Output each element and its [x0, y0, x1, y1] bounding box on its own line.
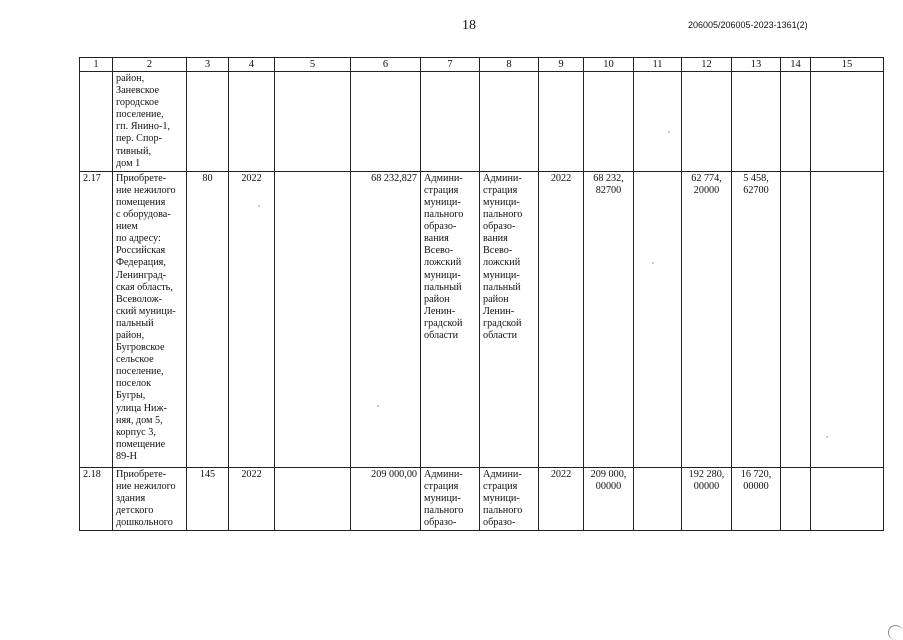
table-row — [80, 171, 884, 467]
table-cell — [781, 72, 811, 172]
table-cell: 68 232,827 — [351, 171, 421, 467]
table-cell — [584, 72, 634, 172]
scan-speck — [652, 262, 654, 264]
column-number: 11 — [634, 58, 682, 72]
table-cell — [187, 72, 229, 172]
column-number: 2 — [113, 58, 187, 72]
table-cell: Админи- страция муници- пального образо- — [480, 467, 539, 530]
table-cell: Админи- страция муници- пального образо- — [421, 467, 480, 530]
column-number: 14 — [781, 58, 811, 72]
table-cell — [229, 72, 275, 172]
object-name-cell: район, Заневское городское поселение, гп. Янино-1, пер. Спор- тивный, дом 1 — [113, 72, 187, 172]
table-cell — [421, 72, 480, 172]
table-cell: 209 000,00 — [351, 467, 421, 530]
object-name-cell: Приобрете- ние нежилого помещения с оборудова- нием по адресу: Российская Федерация, Ленинград- ская область, Всеволож- ский муници- пальный район, Бугровское сельское поселение, поселок Бугры, улица Ниж- няя, дом 5, корпус 3, помещение 89-Н — [113, 171, 187, 467]
table-cell: Админи- страция муници- пального образо- вания Всево- ложский муници- пальный район Ленин- градской области — [421, 171, 480, 467]
table-cell — [275, 72, 351, 172]
column-number: 5 — [275, 58, 351, 72]
table-cell: 192 280, 00000 — [682, 467, 732, 530]
table-cell: 80 — [187, 171, 229, 467]
scan-speck — [377, 405, 379, 407]
table-cell: 145 — [187, 467, 229, 530]
scan-speck — [826, 436, 828, 438]
table-cell: 16 720, 00000 — [732, 467, 781, 530]
table-cell — [811, 171, 884, 467]
table-cell: 62 774, 20000 — [682, 171, 732, 467]
scan-speck — [258, 205, 260, 207]
table-cell — [634, 171, 682, 467]
column-number: 4 — [229, 58, 275, 72]
table-cell — [634, 72, 682, 172]
scan-speck — [668, 131, 670, 133]
corner-mark — [888, 625, 903, 640]
table-cell — [539, 72, 584, 172]
column-number-row — [80, 58, 884, 72]
table-row — [80, 467, 884, 530]
document-table — [79, 57, 884, 531]
table-cell — [732, 72, 781, 172]
column-number: 6 — [351, 58, 421, 72]
table-cell: Админи- страция муници- пального образо- вания Всево- ложский муници- пальный район Ленин- градской области — [480, 171, 539, 467]
column-number: 12 — [682, 58, 732, 72]
table-cell — [682, 72, 732, 172]
table-cell — [275, 467, 351, 530]
table-cell — [351, 72, 421, 172]
table-row — [80, 72, 884, 172]
column-number: 3 — [187, 58, 229, 72]
object-name-cell: Приобрете- ние нежилого здания детского дошкольного — [113, 467, 187, 530]
table-cell: 2022 — [539, 171, 584, 467]
table-cell: 2022 — [229, 171, 275, 467]
table-cell — [781, 171, 811, 467]
table-cell — [781, 467, 811, 530]
column-number: 15 — [811, 58, 884, 72]
table-cell: 2022 — [229, 467, 275, 530]
column-number: 1 — [80, 58, 113, 72]
table-cell — [634, 467, 682, 530]
table-cell — [811, 467, 884, 530]
column-number: 13 — [732, 58, 781, 72]
table-cell: 209 000, 00000 — [584, 467, 634, 530]
column-number: 8 — [480, 58, 539, 72]
row-number-cell: 2.17 — [80, 171, 113, 467]
row-number-cell: 2.18 — [80, 467, 113, 530]
column-number: 7 — [421, 58, 480, 72]
table-cell: 68 232, 82700 — [584, 171, 634, 467]
table-cell — [275, 171, 351, 467]
column-number: 10 — [584, 58, 634, 72]
table-cell — [811, 72, 884, 172]
document-code: 206005/206005-2023-1361(2) — [688, 20, 808, 30]
row-number-cell — [80, 72, 113, 172]
page-number: 18 — [462, 18, 476, 33]
table-cell — [480, 72, 539, 172]
table-cell: 5 458, 62700 — [732, 171, 781, 467]
column-number: 9 — [539, 58, 584, 72]
table-cell: 2022 — [539, 467, 584, 530]
